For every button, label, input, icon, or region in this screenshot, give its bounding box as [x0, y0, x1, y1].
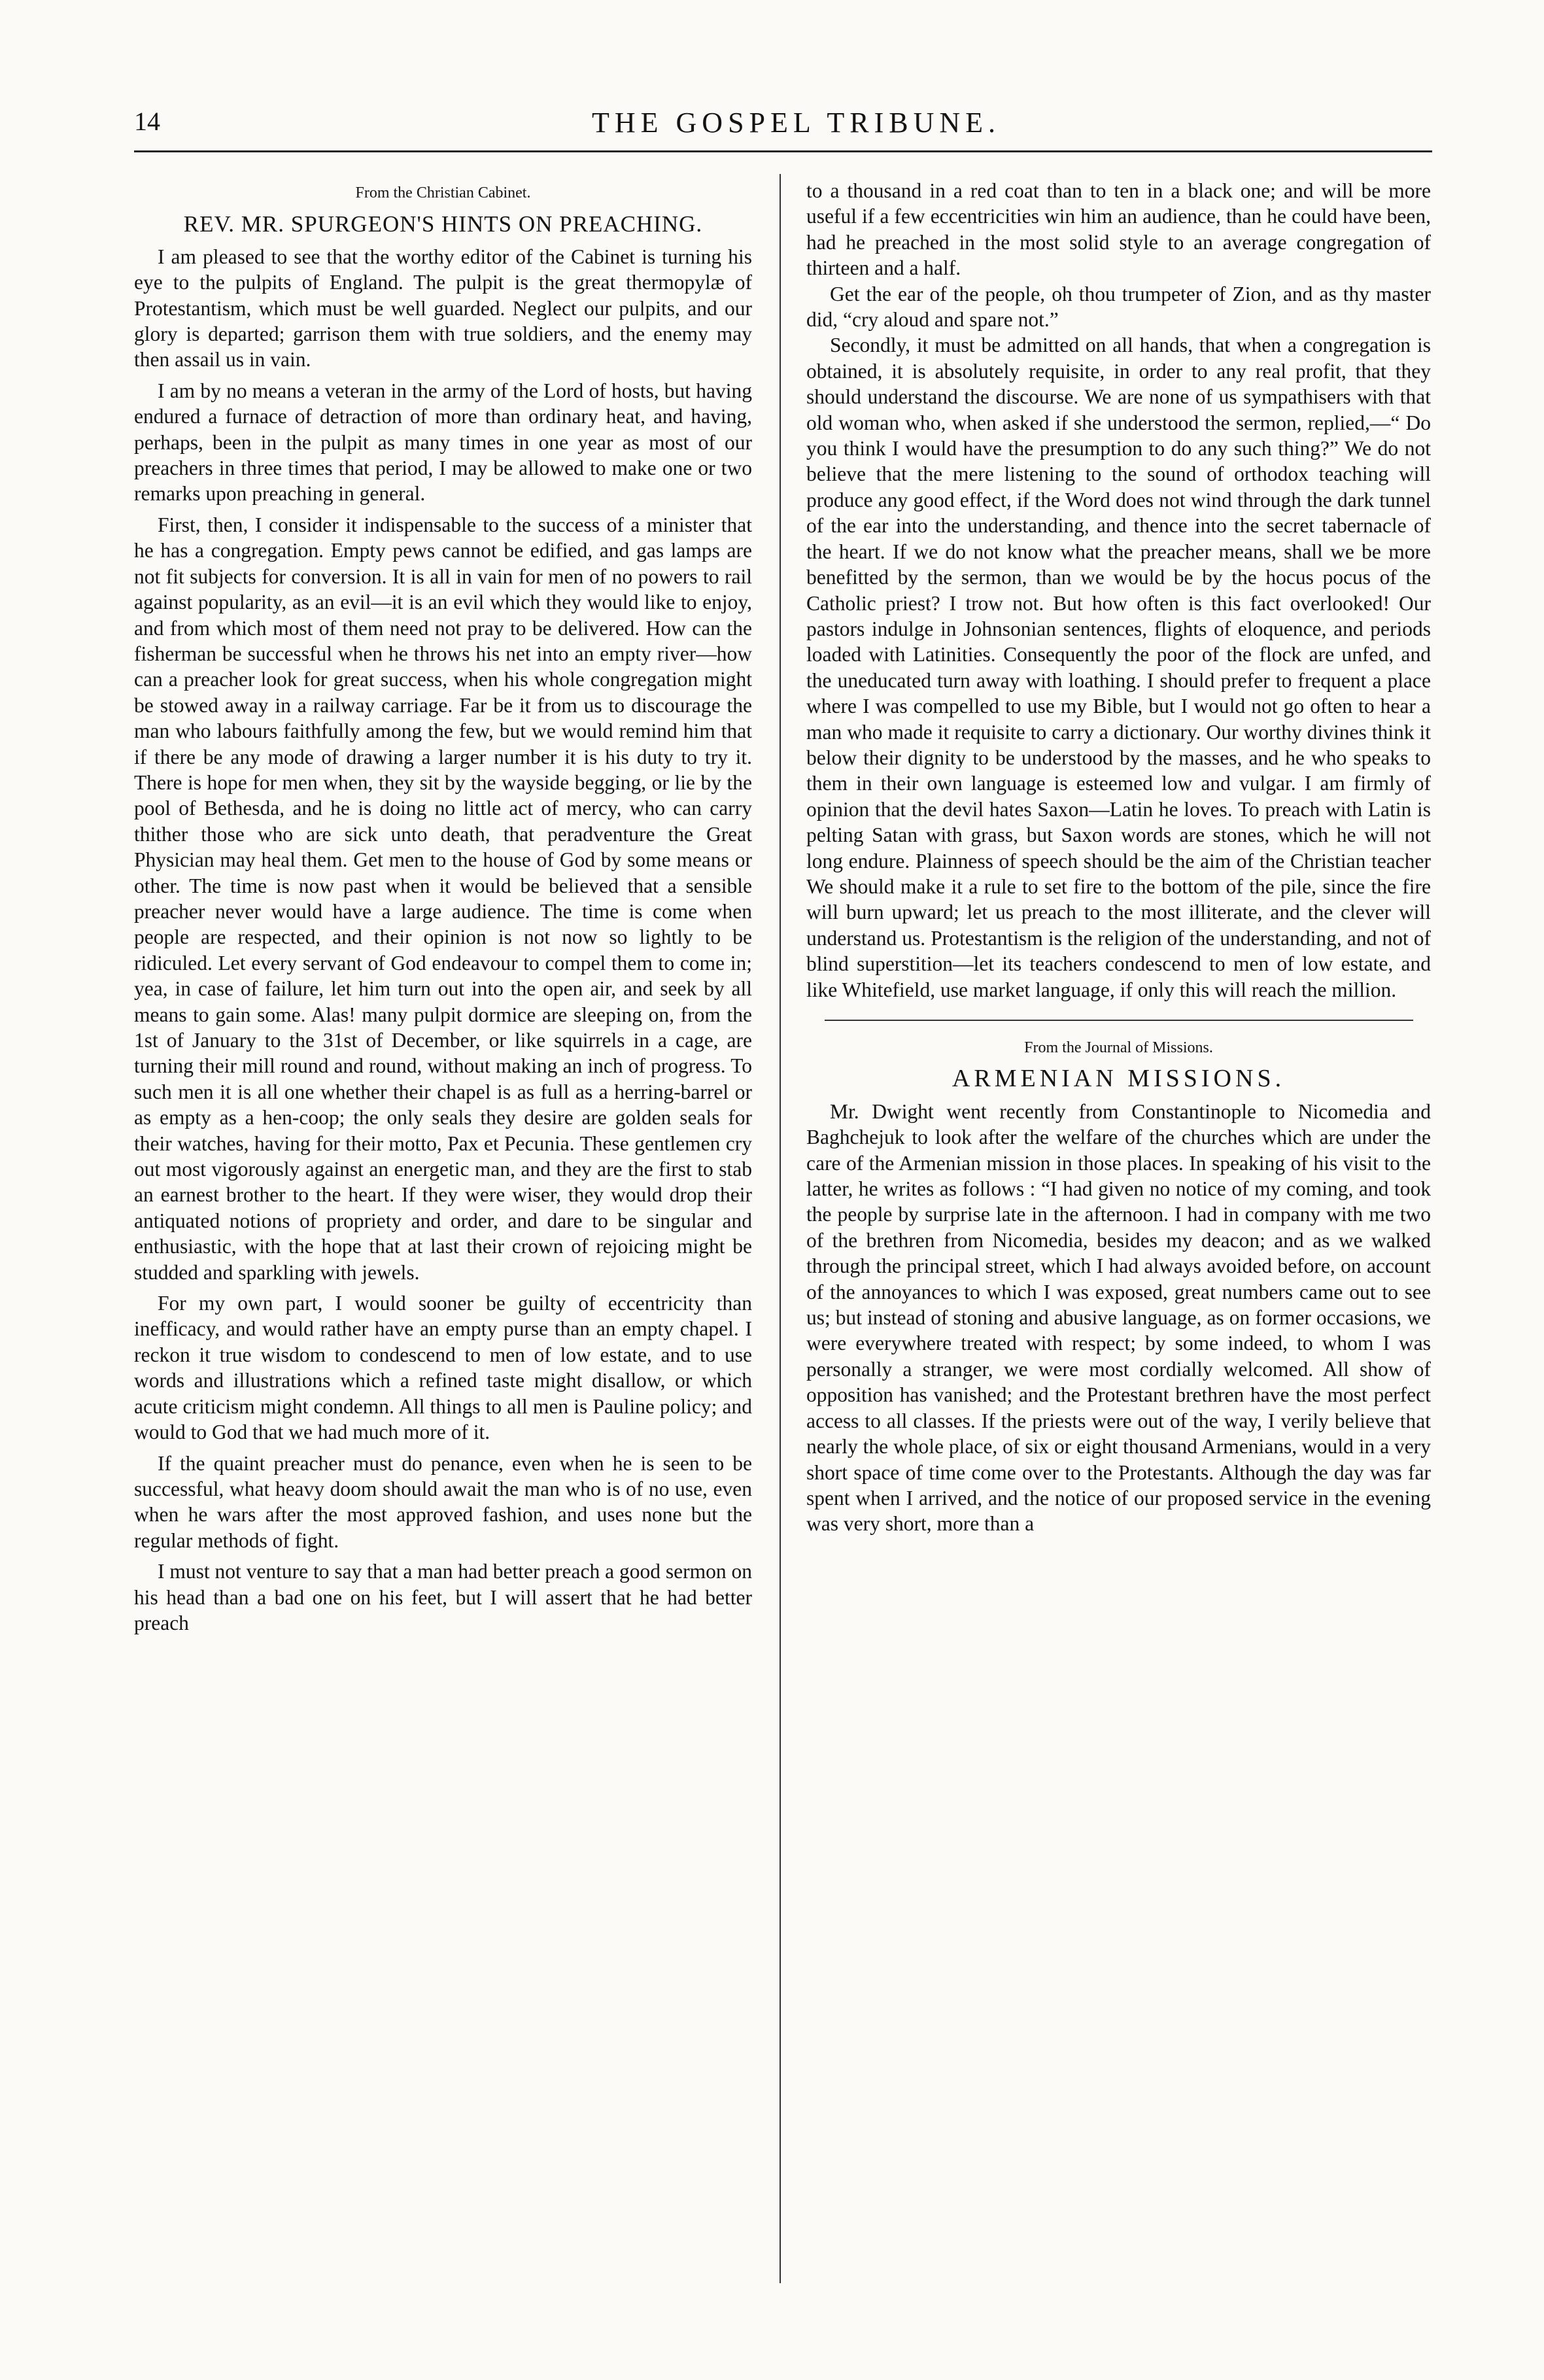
paragraph: For my own part, I would sooner be guilty of eccentricity than inefficacy, and would rather have an empty purse than an empty chapel. I reckon it true wisdom to condescend to men of low estate, and to use words and illustrations which a refined taste might disallow, or which acute criticism might condemn. All things to all men is Pauline policy; and would to God that we had much more of it. [134, 1292, 752, 1444]
paragraph: Mr. Dwight went recently from Constantinople to Nicomedia and Baghchejuk to look after the welfare of the churches which are under the care of the Armenian mission in those places. In speaking of his visit to the latter, he writes as follows : “I had given no notice of my coming, and took the people by surprise late in the afternoon. I had in company with me two of the brethren from Nicomedia, besides my deacon; and as we walked through the principal street, which I had always avoided before, on account of the annoyances to which I was exposed, great numbers came out to see us; but instead of stoning and abusive language, as on former occasions, we were everywhere treated with respect; by some indeed, to whom I was personally a stranger, we were most cordially welcomed. All show of opposition has vanished; and the Protestant brethren have the most perfect access to all classes. If the priests were out of the way, I verily believe that nearly the whole place, of six or eight thousand Armenians, would in a very short space of time come over to the Protestants. Although the day was far spent when I arrived, and the notice of our proposed service in the evening was very short, more than a [806, 1099, 1431, 1536]
paragraph: I must not venture to say that a man had better preach a good sermon on his head than a bad one on his feet, but I will assert that he had better preach [134, 1560, 752, 1634]
paragraph: I am pleased to see that the worthy editor of the Cabinet is turning his eye to the pulpits of England. The pulpit is the great thermopylæ of Protestantism, which must be well guarded. Neglect our pulpits, and our glory is departed; garrison them with true soldiers, and the enemy may then assail us in vain. [134, 245, 752, 371]
left-column [134, 178, 752, 2275]
paragraph: Secondly, it must be admitted on all hands, that when a congregation is obtained, it is absolutely requisite, in order to any real profit, that they should understand the discourse. We are none of us sympathisers with that old woman who, when asked if she understood the sermon, replied,—“ Do you think I would have the presumption to do any such thing?” We do not believe that the mere listening to the sound of orthodox teaching will produce any good effect, if the Word does not wind through the dark tunnel of the ear into the understanding, and thence into the secret tabernacle of the heart. If we do not know what the preacher means, shall we be more benefitted by the sermon, than we would be by the hocus pocus of the Catholic priest? I trow not. But how often is this fact overlooked! Our pastors indulge in Johnsonian sentences, flights of eloquence, and periods loaded with Latinities. Consequently the poor of the flock are unfed, and the uneducated turn away with loathing. I should prefer to frequent a place where I was compelled to use my Bible, but I would not go often to hear a man who made it requisite to carry a dictionary. Our worthy divines think it below their dignity to be understood by the masses, and he who speaks to them in their own language is esteemed low and vulgar. I am firmly of opinion that the devil hates Saxon—Latin he loves. To preach with Latin is pelting Satan with grass, but Saxon words are stones, which he will not long endure. Plainness of speech should be the aim of the Christian teacher We should make it a rule to set fire to the bottom of the pile, since the fire will burn upward; let us preach to the most illiterate, and the clever will understand us. Protestantism is the religion of the understanding, and not of blind superstition—let its teachers condescend to men of low estate, and like Whitefield, use market language, if only this will reach the million. [806, 334, 1431, 1001]
article-source: From the Journal of Missions. [1024, 1039, 1213, 1056]
newspaper-title: THE GOSPEL TRIBUNE. [592, 107, 1001, 139]
masthead-rule [134, 150, 1432, 152]
article-headline: ARMENIAN MISSIONS. [952, 1065, 1286, 1093]
paragraph: First, then, I consider it indispensable to the success of a minister that he has a congregation. Empty pews cannot be edified, and gas lamps are not fit subjects for conversion. It is all in vain for men of no powers to rail against popularity, as an evil—it is an evil which they would like to enjoy, and from which most of them need not pray to be delivered. How can the fisherman be successful when he throws his net into an empty river—how can a preacher look for great success, when his whole congregation might be stowed away in a railway carriage. Far be it from us to discourage the man who labours faithfully among the few, but we would remind him that if there be any mode of drawing a larger number it is his duty to try it. There is hope for men when, they sit by the wayside begging, or lie by the pool of Bethesda, and he is doing no little act of mercy, who can carry thither those who are sick unto death, that peradventure the Great Physician may heal them. Get men to the house of God by some means or other. The time is now past when it would be believed that a sensible preacher never would have a large audience. The time is come when people are respected, and their opinion is not now so lightly to be ridiculed. Let every servant of God endeavour to compel them to come in; yea, in case of failure, let him turn out into the open air, and seek by all means to gain some. Alas! many pulpit dormice are sleeping on, from the 1st of January to the 31st of December, or like squirrels in a cage, are turning their mill round and round, without making an inch of progress. To such men it is all one whether their chapel is as full as a herring-barrel or as empty as a hen-coop; the only seals they desire are golden seals for their watches, having for their motto, Pax et Pecunia. These gentlemen cry out most vigorously against an energetic man, and they are the first to stab an earnest brother to the heart. If they were wiser, they would drop their antiquated notions of propriety and order, and dare to be singular and enthusiastic, with the hope that at last their crown of rejoicing might be studded and sparkling with jewels. [134, 513, 752, 1284]
page-number: 14 [134, 107, 160, 136]
column-separator [780, 174, 781, 2283]
paragraph: If the quaint preacher must do penance, even when he is seen to be successful, what heavy doom should await the man who is of no use, even when he wars after the most approved fashion, and uses none but the regular methods of fight. [134, 1451, 752, 1552]
masthead [134, 106, 1432, 152]
paragraph-continued: to a thousand in a red coat than to ten in a black one; and will be more useful if a few eccentricities win him an audience, than he could have been, had he preached in the most solid style to an average congregation of thirteen and a half. [806, 179, 1431, 280]
article-divider [825, 1020, 1413, 1021]
article-source: From the Christian Cabinet. [355, 184, 531, 201]
article-headline: REV. MR. SPURGEON'S HINTS ON PREACHING. [183, 211, 703, 237]
paragraph: I am by no means a veteran in the army of the Lord of hosts, but having endured a furnace of detraction of more than ordinary heat, and having, perhaps, been in the pulpit as many times in one year as most of our preachers in three times that period, I may be allowed to make one or two remarks upon preaching in general. [134, 379, 752, 506]
paragraph: Get the ear of the people, oh thou trumpeter of Zion, and as thy master did, “cry aloud and spare not.” [806, 282, 1431, 332]
right-column [806, 178, 1431, 2275]
